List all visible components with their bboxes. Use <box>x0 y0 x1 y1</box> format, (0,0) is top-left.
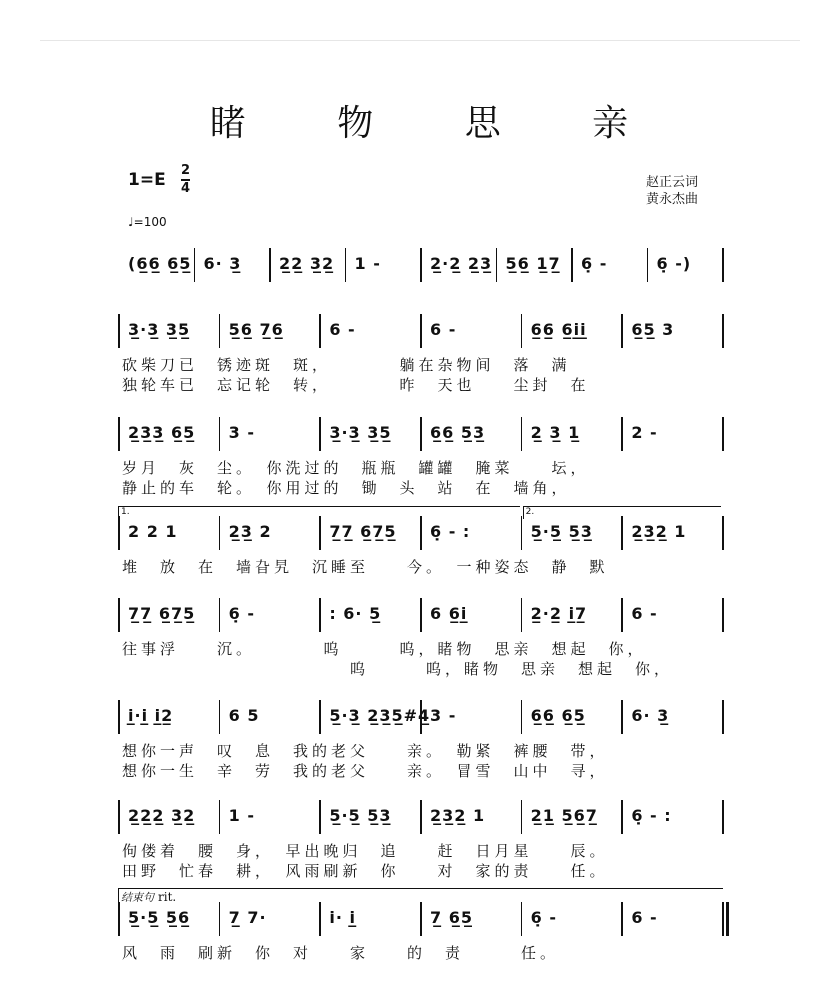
lyric-line: 想你一生 辛 劳 我的老父 亲。 冒雪 山中 寻， <box>122 762 609 780</box>
bar-line <box>621 800 623 834</box>
lyric-line: 佝偻着 腰 身， 早出晚归 追 赶 日月星 辰。 <box>122 842 609 860</box>
bar-line <box>118 417 120 451</box>
measure-notes: 6 - <box>631 604 658 623</box>
measure-notes: 2̲2̲2̲ 3̲2̲ <box>128 806 196 825</box>
tempo-marking: ♩=100 <box>128 215 167 229</box>
bar-line <box>420 314 422 348</box>
measure-notes: 1 - <box>228 806 255 825</box>
bar-line <box>496 248 498 282</box>
measure-notes: 2̲1̲ 5̲6̲7̲ <box>530 806 598 825</box>
measure-notes: 2̲3̲2̲ 1 <box>430 806 486 825</box>
bar-line <box>420 417 422 451</box>
bar-line <box>521 516 523 550</box>
measure-notes: 6̲5̲ 3 <box>631 320 675 339</box>
measure-notes: 2̲3̲2̲ 1 <box>631 522 687 541</box>
lyric-line: 堆 放 在 墙旮旯 沉睡至 今。 一种姿态 静 默 <box>122 558 609 576</box>
bar-line <box>319 516 321 550</box>
measure-notes: 5̲·5̲ 5̲6̲ <box>128 908 191 927</box>
measure-notes: 6 - <box>329 320 356 339</box>
bar-line <box>621 700 623 734</box>
measure-notes: 3̲·3̲ 3̲5̲ <box>128 320 191 339</box>
bar-line <box>521 902 523 936</box>
measure-notes: 3 - <box>228 423 255 442</box>
measure-notes: 6 5 <box>228 706 260 725</box>
bar-line <box>621 417 623 451</box>
measure-notes: 2̲3̲3̲ 6̲5̲ <box>128 423 196 442</box>
bar-line <box>521 800 523 834</box>
measure-notes: 6· 3̲ <box>631 706 670 725</box>
measure-notes: 6̲6̲ 6̲i̲i̲ <box>530 320 587 339</box>
bar-line <box>521 700 523 734</box>
bar-line <box>219 417 221 451</box>
measure-notes: i̲·i̲ i̲2̲ <box>128 706 174 725</box>
bar-line <box>219 314 221 348</box>
bar-line <box>722 902 724 936</box>
lyricist-credit: 赵正云词 <box>646 175 699 190</box>
bar-line <box>219 516 221 550</box>
lyric-line: 静止的车 轮。 你用过的 锄 头 站 在 墙角， <box>122 479 571 497</box>
key-signature: 1=E <box>128 170 166 190</box>
measure-notes: 6̣ - : <box>430 522 471 541</box>
measure-notes: i· i̲ <box>329 908 356 927</box>
measure-notes: 6̣ -) <box>656 254 692 273</box>
bar-line <box>621 598 623 632</box>
bar-line <box>521 417 523 451</box>
measure-notes: 7̲ 7· <box>228 908 267 927</box>
measure-notes: 2̲ 3̲ 1̲ <box>530 423 581 442</box>
measure-notes: (6̲6̲ 6̲5̲ <box>128 254 192 273</box>
lyric-line: 呜 呜，睹物 思亲 想起 你， <box>122 660 674 678</box>
lyric-line: 独轮车已 忘记轮 转， 昨 天也 尘封 在 <box>122 376 590 394</box>
measure-notes: 2̲·2̲ i̲7̲ <box>530 604 588 623</box>
bar-line <box>194 248 196 282</box>
measure-notes: 6 - <box>430 320 457 339</box>
bar-line <box>319 417 321 451</box>
bar-line <box>722 516 724 550</box>
measure-notes: 7̲ 6̲5̲ <box>430 908 473 927</box>
bar-line <box>319 314 321 348</box>
bar-line <box>319 700 321 734</box>
measure-notes: 2̲3̲ 2 <box>228 522 272 541</box>
measure-notes: 6 6̲i̲ <box>430 604 468 623</box>
measure-notes: : 6· 5̲ <box>329 604 382 623</box>
bar-line <box>621 314 623 348</box>
meter-top: 2 <box>181 163 191 178</box>
bar-line <box>269 248 271 282</box>
measure-notes: 5̲·3̲ 2̲3̲5̲#4̲ <box>329 706 431 725</box>
measure-notes: 2 - <box>631 423 658 442</box>
measure-notes: 5̲6̲ 1̲7̲ <box>505 254 561 273</box>
volta-second-ending: 2. <box>523 506 721 519</box>
bar-line <box>420 800 422 834</box>
lyric-line: 砍柴刀已 锈迹斑 斑， 躺在杂物间 落 满 <box>122 356 571 374</box>
ritardando-marking: rit. <box>158 890 177 904</box>
lyric-line: 田野 忙春 耕， 风雨刷新 你 对 家的责 任。 <box>122 862 609 880</box>
measure-notes: 6· 3̲ <box>203 254 242 273</box>
bar-line <box>219 902 221 936</box>
bar-line <box>118 800 120 834</box>
bar-line <box>647 248 649 282</box>
bar-line <box>621 516 623 550</box>
ending-label: 结束句 <box>118 888 723 905</box>
bar-line <box>420 598 422 632</box>
bar-line <box>319 800 321 834</box>
bar-line <box>521 314 523 348</box>
bar-line <box>118 902 120 936</box>
composer-credit: 黄永杰曲 <box>646 192 699 207</box>
bar-line <box>722 800 724 834</box>
measure-notes: 5̲6̲ 7̲6̲ <box>228 320 284 339</box>
bar-line <box>722 598 724 632</box>
bar-line <box>722 700 724 734</box>
measure-notes: 7̲7̲ 6̲7̲5̲ <box>128 604 196 623</box>
bar-line <box>219 800 221 834</box>
bar-line <box>420 248 422 282</box>
measure-notes: 7̲7̲ 6̲7̲5̲ <box>329 522 397 541</box>
bar-line <box>571 248 573 282</box>
bar-line <box>722 248 724 282</box>
measure-notes: 6̣ - : <box>631 806 672 825</box>
time-signature <box>181 164 190 196</box>
bar-line <box>118 700 120 734</box>
bar-line <box>621 902 623 936</box>
measure-notes: 6 - <box>631 908 658 927</box>
measure-notes: 5̲·5̲ 5̲3̲ <box>329 806 392 825</box>
bar-line <box>219 700 221 734</box>
bar-line <box>219 598 221 632</box>
volta-first-ending: 1. <box>118 506 520 519</box>
bar-line <box>118 516 120 550</box>
measure-notes: 2 2 1 <box>128 522 178 541</box>
measure-notes: 6̣ - <box>530 908 557 927</box>
lyric-line: 风 雨 刷新 你 对 家 的 责 任。 <box>122 944 560 962</box>
bar-line <box>521 598 523 632</box>
lyric-line: 岁月 灰 尘。 你洗过的 瓶瓶 罐罐 腌菜 坛， <box>122 459 590 477</box>
lyric-line: 往事浮 沉。 呜 呜，睹物 思亲 想起 你， <box>122 640 647 658</box>
bar-line <box>319 598 321 632</box>
bar-line <box>345 248 347 282</box>
song-title: 睹 物 思 亲 <box>209 103 669 144</box>
top-divider <box>40 40 800 41</box>
measure-notes: 6̣ - <box>581 254 608 273</box>
bar-line <box>319 902 321 936</box>
final-bar-line <box>726 902 729 936</box>
bar-line <box>722 417 724 451</box>
bar-line <box>118 598 120 632</box>
measure-notes: 6̣ - <box>228 604 255 623</box>
measure-notes: 6̲6̲ 6̲5̲ <box>530 706 586 725</box>
measure-notes: 2̲·2̲ 2̲3̲ <box>430 254 493 273</box>
measure-notes: 5̲·5̲ 5̲3̲ <box>530 522 593 541</box>
lyric-line: 想你一声 叹 息 我的老父 亲。 勒紧 裤腰 带， <box>122 742 609 760</box>
measure-notes: 3 - <box>430 706 457 725</box>
meter-bottom: 4 <box>181 180 191 196</box>
measure-notes: 3̲·3̲ 3̲5̲ <box>329 423 392 442</box>
bar-line <box>420 516 422 550</box>
measure-notes: 6̲6̲ 5̲3̲ <box>430 423 486 442</box>
bar-line <box>420 902 422 936</box>
measure-notes: 2̲2̲ 3̲2̲ <box>279 254 335 273</box>
bar-line <box>722 314 724 348</box>
measure-notes: 1 - <box>354 254 381 273</box>
bar-line <box>118 314 120 348</box>
